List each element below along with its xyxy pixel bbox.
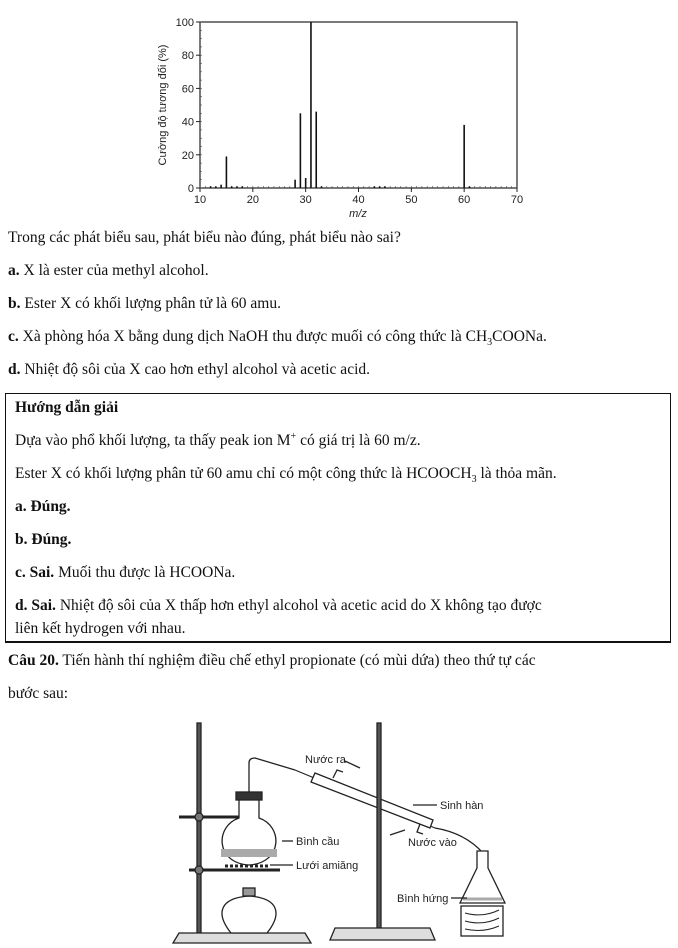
answer-text: Muối thu được là HCOONa. bbox=[54, 564, 236, 581]
subscript: 3 bbox=[471, 474, 477, 486]
x-tick-label: 10 bbox=[193, 194, 207, 206]
delivery-tube bbox=[249, 758, 295, 792]
statement-label: d. bbox=[8, 361, 21, 378]
flask-stopper bbox=[236, 792, 262, 800]
mass-spectrum-svg bbox=[150, 10, 530, 220]
water-in-arrow bbox=[390, 830, 405, 835]
y-axis-label: Cường độ tương đối (%) bbox=[157, 44, 169, 166]
solution-line-2 bbox=[15, 464, 557, 484]
answer-label: d. Sai. bbox=[15, 597, 56, 614]
right-stand-rod bbox=[377, 723, 381, 928]
statement-text: Nhiệt độ sôi của X cao hơn ethyl alcohol và acetic acid. bbox=[20, 361, 370, 378]
mass-spectrum-chart bbox=[150, 10, 530, 220]
ring-boss bbox=[195, 866, 203, 874]
condenser bbox=[311, 773, 433, 828]
question-prompt: Trong các phát biểu sau, phát biểu nào đúng, phát biểu nào sai? bbox=[8, 229, 401, 246]
x-tick-label: 30 bbox=[299, 194, 312, 206]
burner-wick bbox=[243, 888, 255, 896]
statement-label: a. bbox=[8, 262, 20, 279]
label-water-out: Nước ra bbox=[305, 754, 346, 766]
statement-b bbox=[8, 294, 281, 314]
statement-label: c. bbox=[8, 328, 19, 345]
statement-c bbox=[8, 327, 547, 347]
answer-text: Nhiệt độ sôi của X thấp hơn ethyl alcohol và acetic acid do X không tạo được bbox=[55, 597, 542, 614]
receiving-flask bbox=[460, 851, 505, 903]
x-tick-label: 40 bbox=[352, 194, 365, 206]
statement-label: b. bbox=[8, 295, 21, 312]
answer-label: a. Đúng. bbox=[15, 498, 71, 515]
statement-text: Xà phòng hóa X bằng dung dịch NaOH thu được muối có công thức là CH bbox=[18, 328, 488, 345]
y-tick-label: 20 bbox=[181, 149, 194, 162]
label-gauze: Lưới amiăng bbox=[296, 860, 359, 872]
answer-a bbox=[15, 497, 71, 517]
superscript: + bbox=[290, 430, 297, 442]
y-tick-label: 40 bbox=[181, 116, 194, 129]
statement-d bbox=[8, 360, 370, 380]
distillation-apparatus-diagram bbox=[165, 718, 525, 948]
water-out-arrow bbox=[345, 761, 360, 768]
label-flask: Bình cầu bbox=[296, 836, 340, 848]
statement-text: X là ester của methyl alcohol. bbox=[19, 262, 209, 279]
solution-line-1 bbox=[15, 431, 421, 451]
x-tick-label: 70 bbox=[510, 194, 524, 206]
answer-label: c. Sai. bbox=[15, 564, 55, 581]
left-stand-base bbox=[173, 933, 311, 943]
water-outlet bbox=[333, 770, 343, 778]
question-text: Tiến hành thí nghiệm điều chế ethyl propionate (có mùi dứa) theo thứ tự các bbox=[58, 652, 536, 669]
x-tick-label: 60 bbox=[458, 194, 471, 206]
x-tick-label: 50 bbox=[405, 194, 418, 206]
label-condenser: Sinh hàn bbox=[440, 800, 484, 812]
y-tick-label: 80 bbox=[181, 50, 194, 63]
text: là thỏa mãn. bbox=[476, 465, 557, 482]
answer-d-continued: liên kết hydrogen với nhau. bbox=[15, 620, 186, 637]
x-tick-label: 20 bbox=[246, 194, 259, 206]
clamp-boss bbox=[195, 813, 203, 821]
statement-a bbox=[8, 261, 209, 281]
answer-label: b. Đúng. bbox=[15, 531, 72, 548]
y-tick-label: 60 bbox=[181, 83, 194, 96]
answer-c bbox=[15, 563, 235, 583]
right-stand-base bbox=[330, 928, 435, 940]
question-number: Câu 20. bbox=[8, 652, 59, 669]
x-axis-label: m/z bbox=[349, 208, 367, 220]
solution-box bbox=[5, 393, 671, 643]
plot-frame bbox=[200, 22, 517, 188]
left-stand-rod bbox=[197, 723, 201, 933]
text: có giá trị là 60 m/z. bbox=[296, 432, 421, 449]
y-tick-label: 100 bbox=[175, 17, 194, 29]
answer-d bbox=[15, 596, 542, 616]
statement-text-after: COONa. bbox=[492, 328, 547, 345]
solution-heading-text: Hướng dẫn giải bbox=[15, 399, 119, 416]
alcohol-burner bbox=[222, 896, 276, 933]
next-question bbox=[8, 651, 536, 671]
answer-b bbox=[15, 530, 71, 550]
text: Dựa vào phổ khối lượng, ta thấy peak ion M bbox=[15, 432, 291, 449]
next-question-continued: bước sau: bbox=[8, 685, 69, 702]
subscript: 3 bbox=[487, 337, 493, 349]
wood-block bbox=[461, 906, 503, 936]
apparatus-svg bbox=[165, 718, 525, 948]
y-tick-label: 0 bbox=[187, 183, 194, 195]
text: Ester X có khối lượng phân tử 60 amu chỉ có một công thức là HCOOCH bbox=[15, 465, 472, 482]
solution-heading bbox=[15, 398, 118, 418]
label-water-in: Nước vào bbox=[408, 837, 457, 849]
statement-text: Ester X có khối lượng phân tử là 60 amu. bbox=[20, 295, 281, 312]
label-receiver: Bình hứng bbox=[397, 893, 449, 905]
